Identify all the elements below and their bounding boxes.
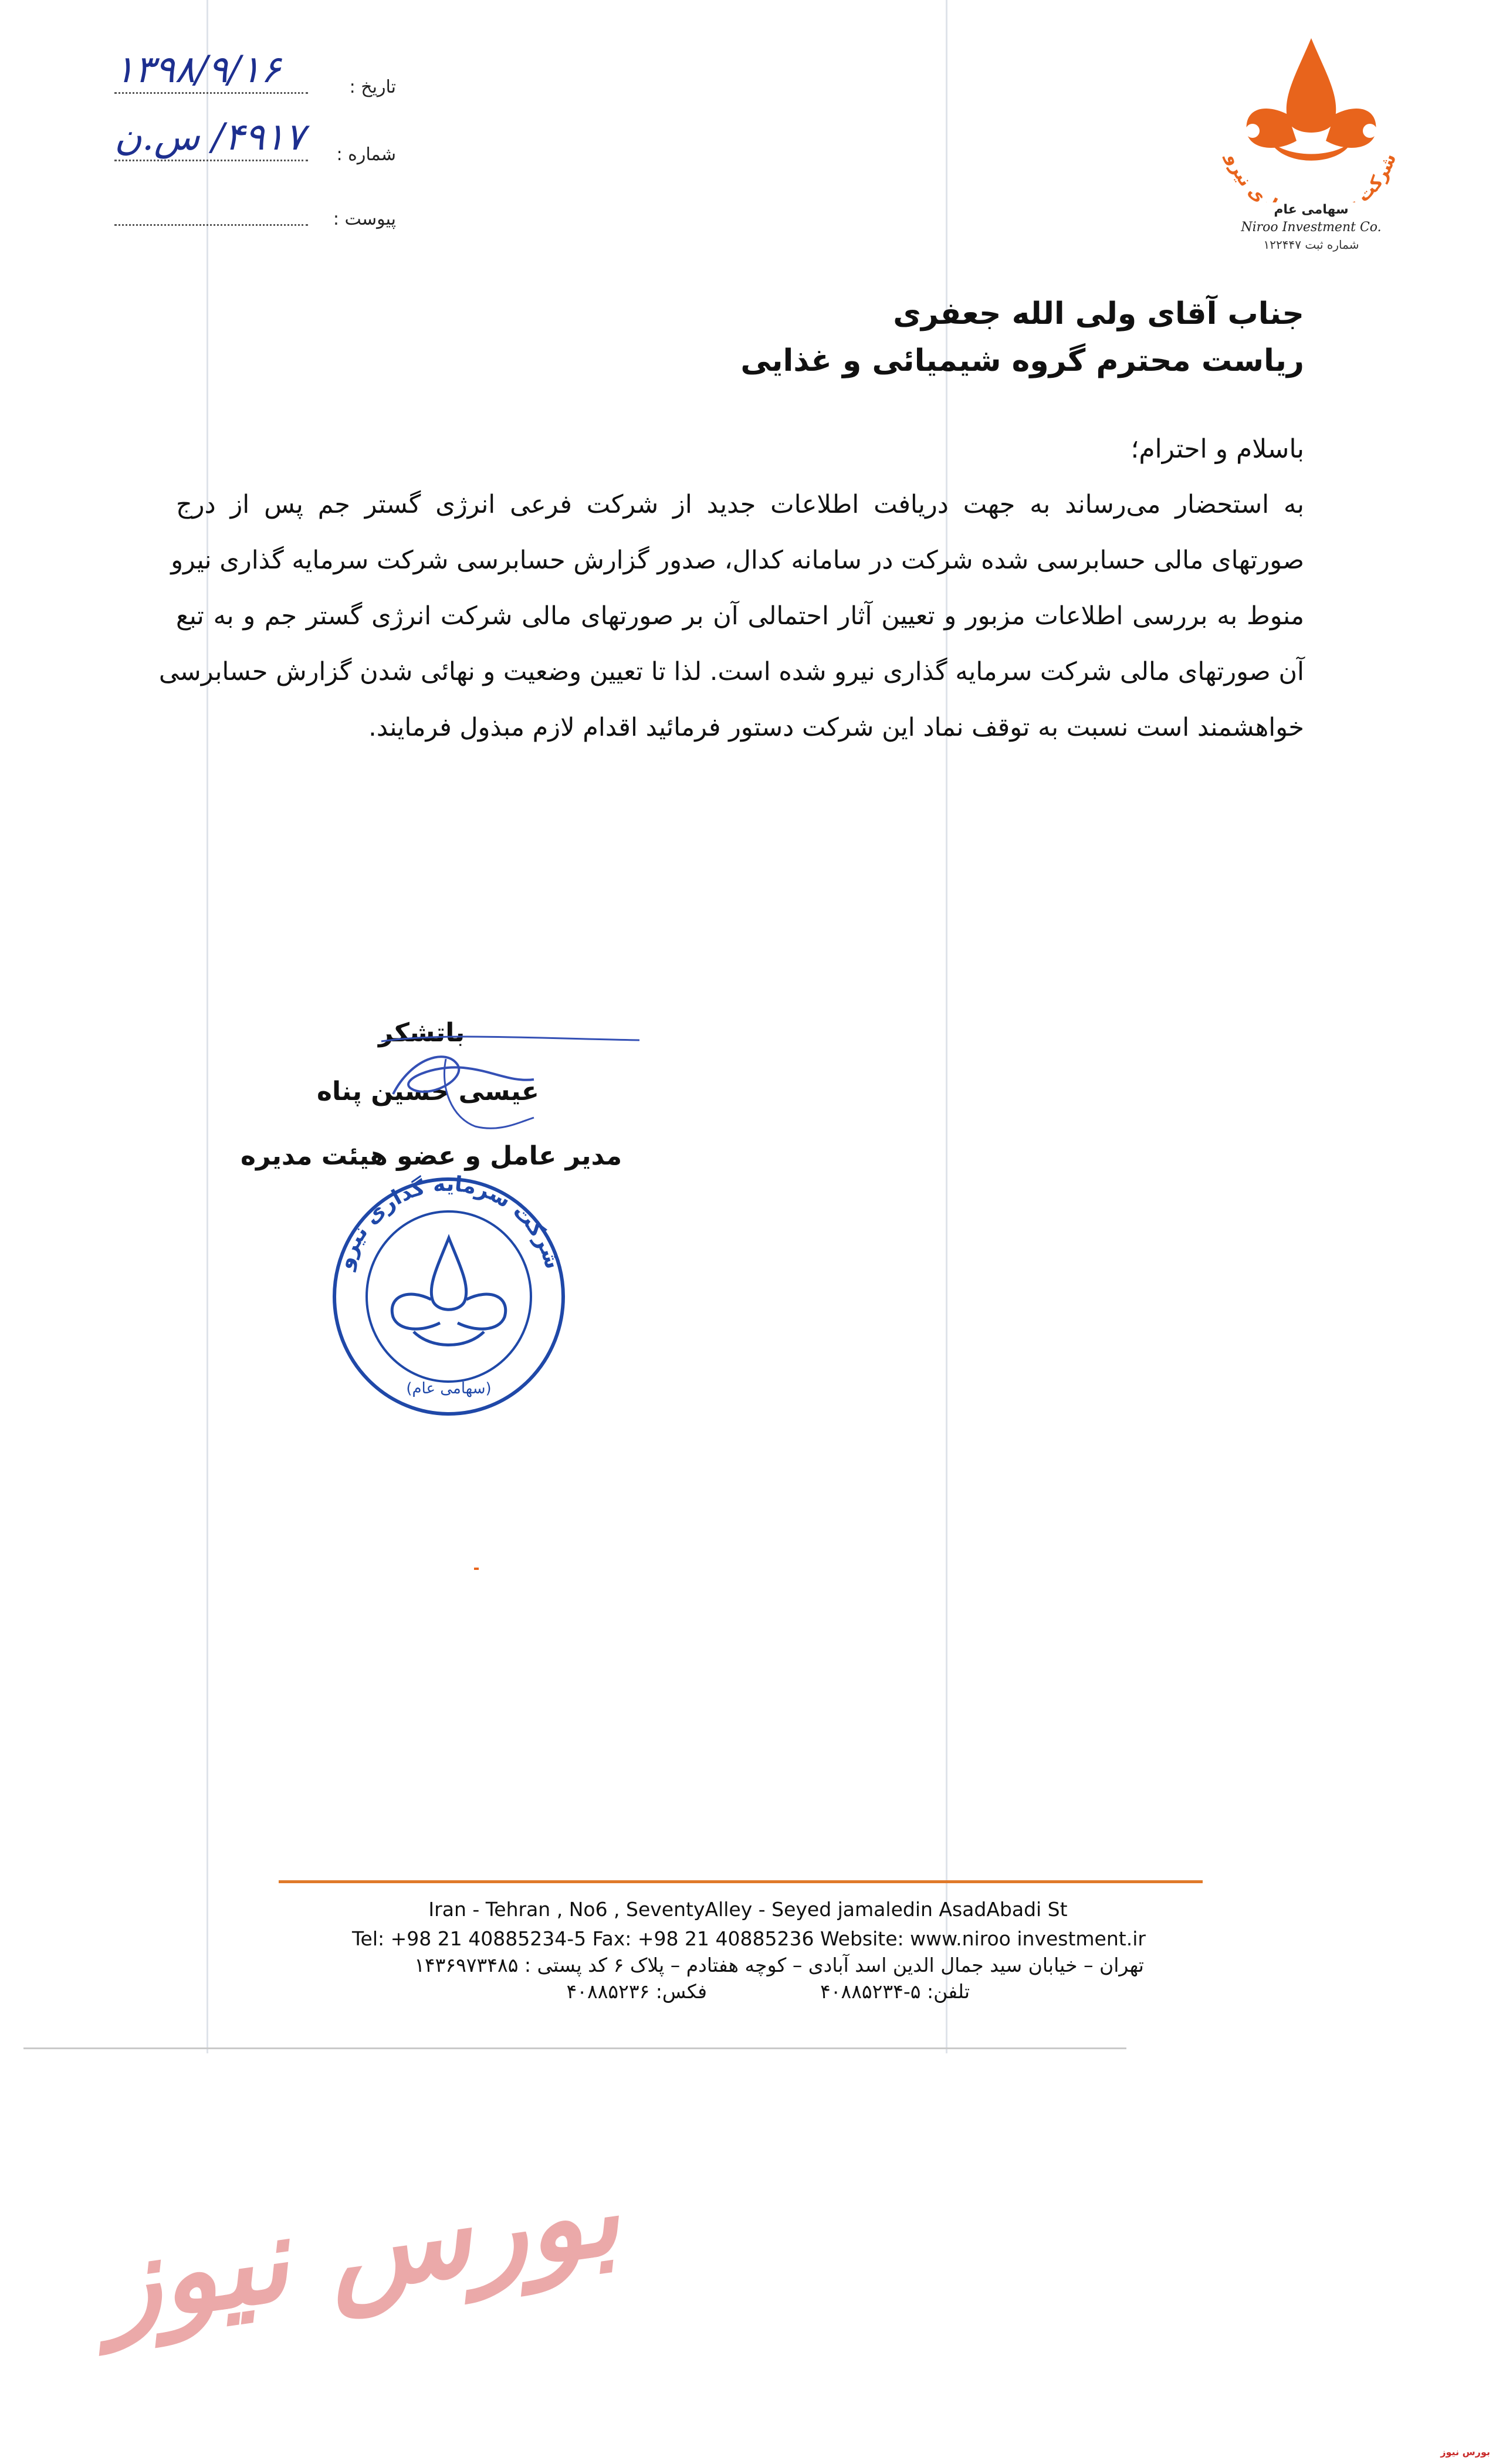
attachment-field xyxy=(114,197,396,232)
footer-phone-fa: تلفن: ۵-۴۰۸۸۵۲۳۴ xyxy=(820,1980,970,2003)
corner-watermark: بورس نیوز xyxy=(1440,2446,1490,2458)
watermark-text: بورس نیوز xyxy=(93,2143,628,2352)
body-line: آن صورتهای مالی شرکت سرمایه گذاری نیرو شده است. لذا تا تعیین وضعیت و نهائی شدن گزارش حسابرسی xyxy=(158,657,1304,686)
attachment-label: پیوست : xyxy=(333,209,396,229)
number-label: شماره : xyxy=(336,144,396,165)
stamp-text: شرکت سرمایه گذاری نیرو xyxy=(333,1172,565,1272)
attachment-line xyxy=(114,224,308,226)
recipient-name: جناب آقای ولی الله جعفری xyxy=(893,296,1304,331)
recipient-title: ریاست محترم گروه شیمیائی و غذایی xyxy=(740,343,1304,378)
greeting: باسلام و احترام؛ xyxy=(1131,434,1304,464)
page-edge xyxy=(23,2047,1126,2049)
body-line: به استحضار می‌رساند به جهت دریافت اطلاعات جدید از شرکت فرعی انرژی گستر جم پس از درج xyxy=(176,490,1304,519)
signature-closing: باتشکر xyxy=(378,1018,465,1048)
logo-company-type: سهامی عام xyxy=(1274,202,1349,217)
body-line: خواهشمند است نسبت به توقف نماد این شرکت دستور فرمائید اقدام لازم مبذول فرمایند. xyxy=(368,713,1304,742)
body-line: منوط به بررسی اطلاعات مزبور و تعیین آثار احتمالی آن بر صورتهای مالی شرکت انرژی گستر جم و به تبع xyxy=(176,601,1304,631)
scan-streak xyxy=(207,0,208,2053)
number-value: ۴۹۱۷/ س.ن xyxy=(114,116,305,159)
date-line xyxy=(114,92,308,94)
date-value: ۱۳۹۸/۹/۱۶ xyxy=(114,48,281,92)
company-logo xyxy=(1200,32,1423,264)
footer-address-en: Iran - Tehran , No6 , SeventyAlley - Seyed jamaledin AsadAbadi St xyxy=(428,1898,1068,1921)
signature-name: عیسی حسین پناه xyxy=(317,1077,539,1106)
date-label: تاریخ : xyxy=(349,77,396,97)
svg-text:شرکت سرمایه گذاری نیرو xyxy=(333,1172,565,1273)
company-stamp xyxy=(320,1156,578,1420)
watermark-logo xyxy=(93,2124,628,2376)
footer-rule xyxy=(279,1880,1203,1883)
number-field xyxy=(114,116,396,167)
date-field xyxy=(114,48,396,100)
stamp-type: (سهامی عام) xyxy=(406,1380,492,1397)
signature-position: مدیر عامل و عضو هیئت مدیره xyxy=(241,1141,622,1171)
stray-mark xyxy=(474,1568,479,1570)
logo-registration: شماره ثبت ۱۲۲۴۴۷ xyxy=(1263,238,1359,252)
flame-logo-icon xyxy=(1200,32,1423,202)
footer-fax-fa: فکس: ۴۰۸۸۵۲۳۶ xyxy=(566,1980,707,2003)
number-line xyxy=(114,160,308,161)
footer-contact-en: Tel: +98 21 40885234-5 Fax: +98 21 40885236 Website: www.niroo investment.ir xyxy=(352,1927,1146,1950)
footer-address-fa: تهران – خیابان سید جمال الدین اسد آبادی – کوچه هفتادم – پلاک ۶ کد پستی : ۱۴۳۶۹۷۳۴۸۵ xyxy=(414,1954,1144,1976)
logo-arc-text: شرکت ری نیرو xyxy=(1222,150,1401,202)
handwritten-signature xyxy=(358,1024,651,1153)
logo-english-name: Niroo Investment Co. xyxy=(1241,220,1382,235)
body-line: صورتهای مالی حسابرسی شده شرکت در سامانه کدال، صدور گزارش حسابرسی شرکت سرمایه گذاری نیرو xyxy=(171,546,1304,575)
